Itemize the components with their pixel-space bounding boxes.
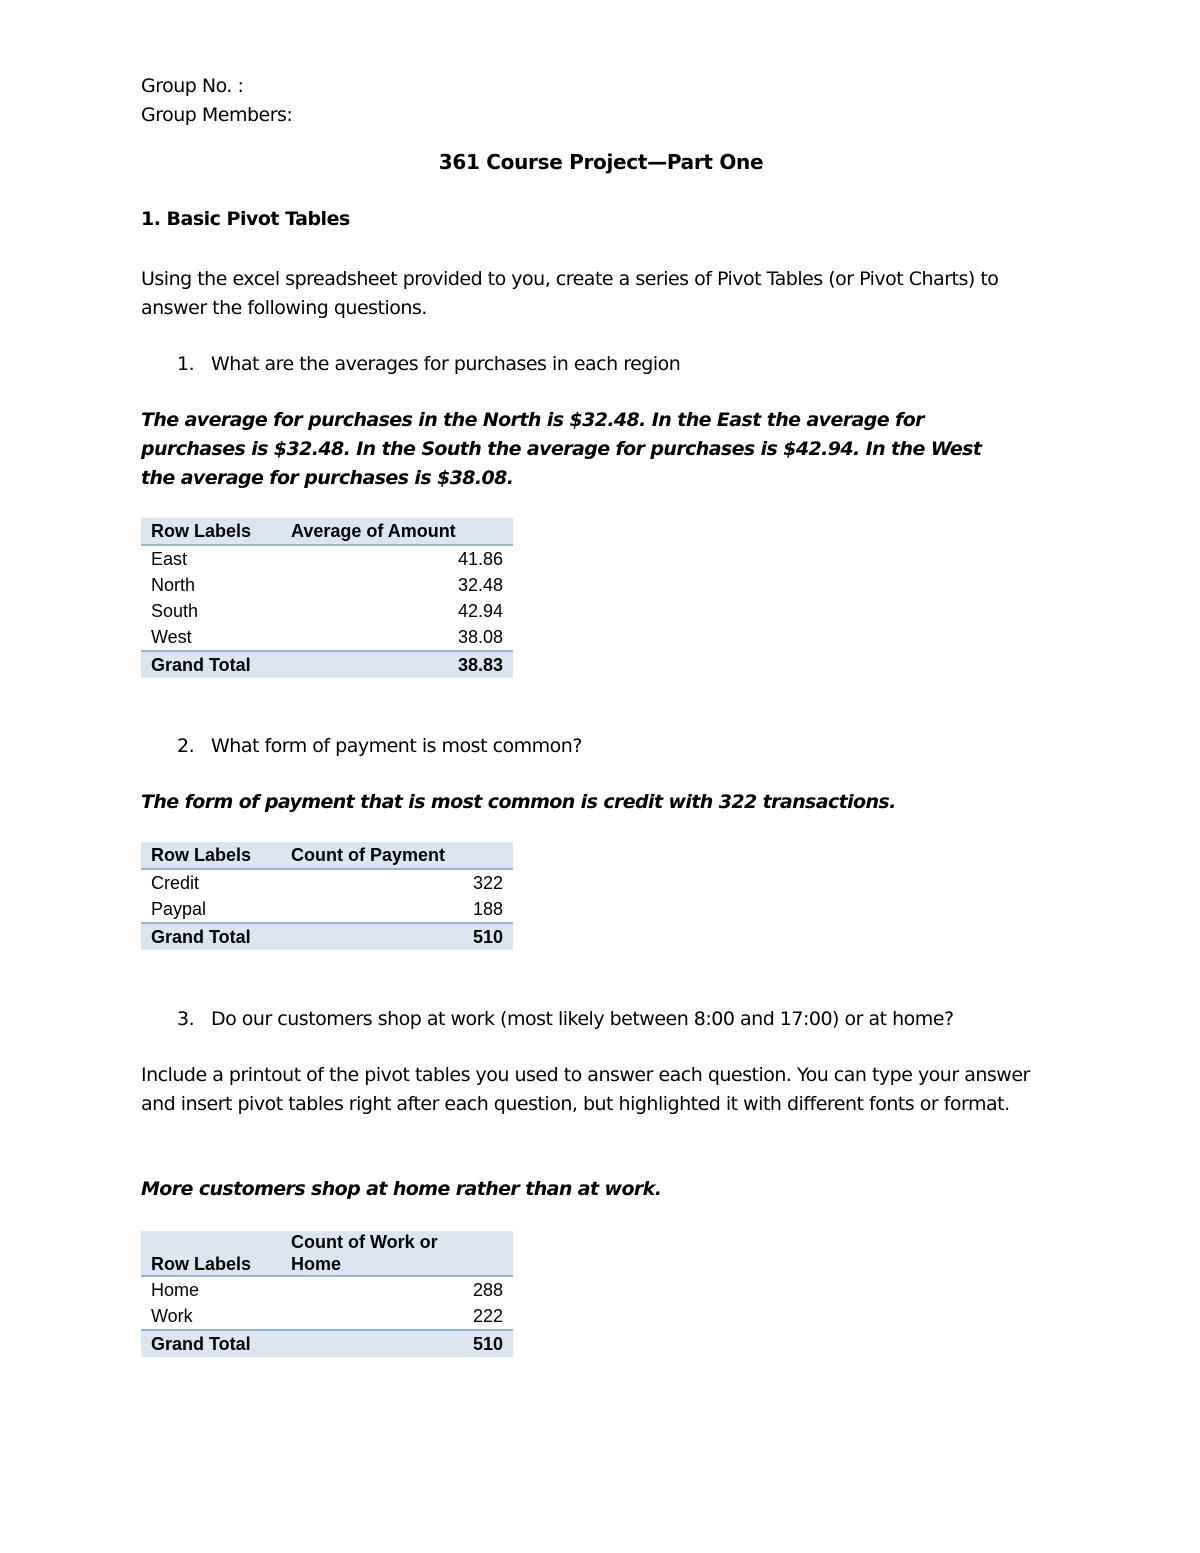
pivot-table-payment-counts bbox=[141, 842, 513, 950]
row-value: 42.94 bbox=[457, 601, 503, 621]
answer-1: The average for purchases in the North is $32.48. In the East the average for purchases is $32.48. In the South the average for purchases is $42.94. In the West the average for purchases is $38.08. bbox=[141, 409, 982, 489]
column-header-row-labels: Row Labels bbox=[141, 1231, 281, 1276]
answer-2: The form of payment that is most common is credit with 322 transactions. bbox=[141, 791, 896, 813]
question-1-text: What are the averages for purchases in each region bbox=[211, 353, 681, 375]
table-row bbox=[141, 598, 513, 624]
row-label: East bbox=[151, 549, 188, 569]
table-row bbox=[141, 869, 513, 896]
row-label: Home bbox=[151, 1280, 200, 1300]
row-label: South bbox=[151, 601, 199, 621]
row-value: 222 bbox=[472, 1306, 503, 1326]
row-label: Credit bbox=[151, 873, 200, 893]
grand-total-value: 510 bbox=[281, 923, 513, 950]
section-heading: 1. Basic Pivot Tables bbox=[141, 208, 350, 230]
row-value: 288 bbox=[472, 1280, 503, 1300]
row-value: 322 bbox=[472, 873, 503, 893]
column-header-count-of-payment: Count of Payment bbox=[281, 842, 513, 869]
row-label: North bbox=[151, 575, 196, 595]
grand-total-label: Grand Total bbox=[141, 923, 281, 950]
row-value: 41.86 bbox=[457, 549, 503, 569]
group-members-label: Group Members: bbox=[141, 104, 293, 126]
row-label: Paypal bbox=[151, 899, 207, 919]
row-label: West bbox=[151, 627, 192, 647]
document-title: 361 Course Project—Part One bbox=[438, 150, 764, 174]
grand-total-row bbox=[141, 651, 513, 678]
table-row bbox=[141, 572, 513, 598]
table-row bbox=[141, 624, 513, 651]
question-3-number: 3. bbox=[177, 1008, 195, 1030]
grand-total-value: 38.83 bbox=[281, 651, 513, 678]
pivot-table-work-or-home bbox=[141, 1231, 513, 1357]
column-header-row-labels: Row Labels bbox=[141, 842, 281, 869]
group-no-label: Group No. : bbox=[141, 75, 244, 97]
table-row bbox=[141, 545, 513, 572]
intro-paragraph: Using the excel spreadsheet provided to you, create a series of Pivot Tables (or Pivot Charts) to answer the following questions. bbox=[141, 268, 999, 319]
pivot-header-row bbox=[141, 518, 513, 545]
header-line-2: Home bbox=[291, 1254, 342, 1274]
question-3-text: Do our customers shop at work (most likely between 8:00 and 17:00) or at home? bbox=[211, 1008, 954, 1030]
column-header-count-of-work-or-home bbox=[281, 1231, 513, 1276]
column-header-average-of-amount: Average of Amount bbox=[281, 518, 513, 545]
table-row bbox=[141, 1276, 513, 1303]
instructions-paragraph: Include a printout of the pivot tables you used to answer each question. You can type your answer and insert pivot tables right after each question, but highlighted it with different fonts or format. bbox=[141, 1064, 1030, 1115]
table-row bbox=[141, 1303, 513, 1330]
grand-total-value: 510 bbox=[281, 1330, 513, 1357]
grand-total-row bbox=[141, 923, 513, 950]
pivot-header-row bbox=[141, 842, 513, 869]
pivot-table-region-averages bbox=[141, 518, 513, 678]
row-label: Work bbox=[151, 1306, 193, 1326]
question-1-number: 1. bbox=[177, 353, 195, 375]
column-header-row-labels: Row Labels bbox=[141, 518, 281, 545]
row-value: 188 bbox=[472, 899, 503, 919]
question-2-text: What form of payment is most common? bbox=[211, 735, 582, 757]
answer-3: More customers shop at home rather than at work. bbox=[141, 1178, 662, 1200]
table-row bbox=[141, 896, 513, 923]
header-line-1: Count of Work or bbox=[291, 1232, 438, 1252]
grand-total-row bbox=[141, 1330, 513, 1357]
grand-total-label: Grand Total bbox=[141, 651, 281, 678]
pivot-header-row bbox=[141, 1231, 513, 1276]
row-value: 32.48 bbox=[457, 575, 503, 595]
grand-total-label: Grand Total bbox=[141, 1330, 281, 1357]
row-value: 38.08 bbox=[457, 627, 503, 647]
question-2-number: 2. bbox=[177, 735, 195, 757]
